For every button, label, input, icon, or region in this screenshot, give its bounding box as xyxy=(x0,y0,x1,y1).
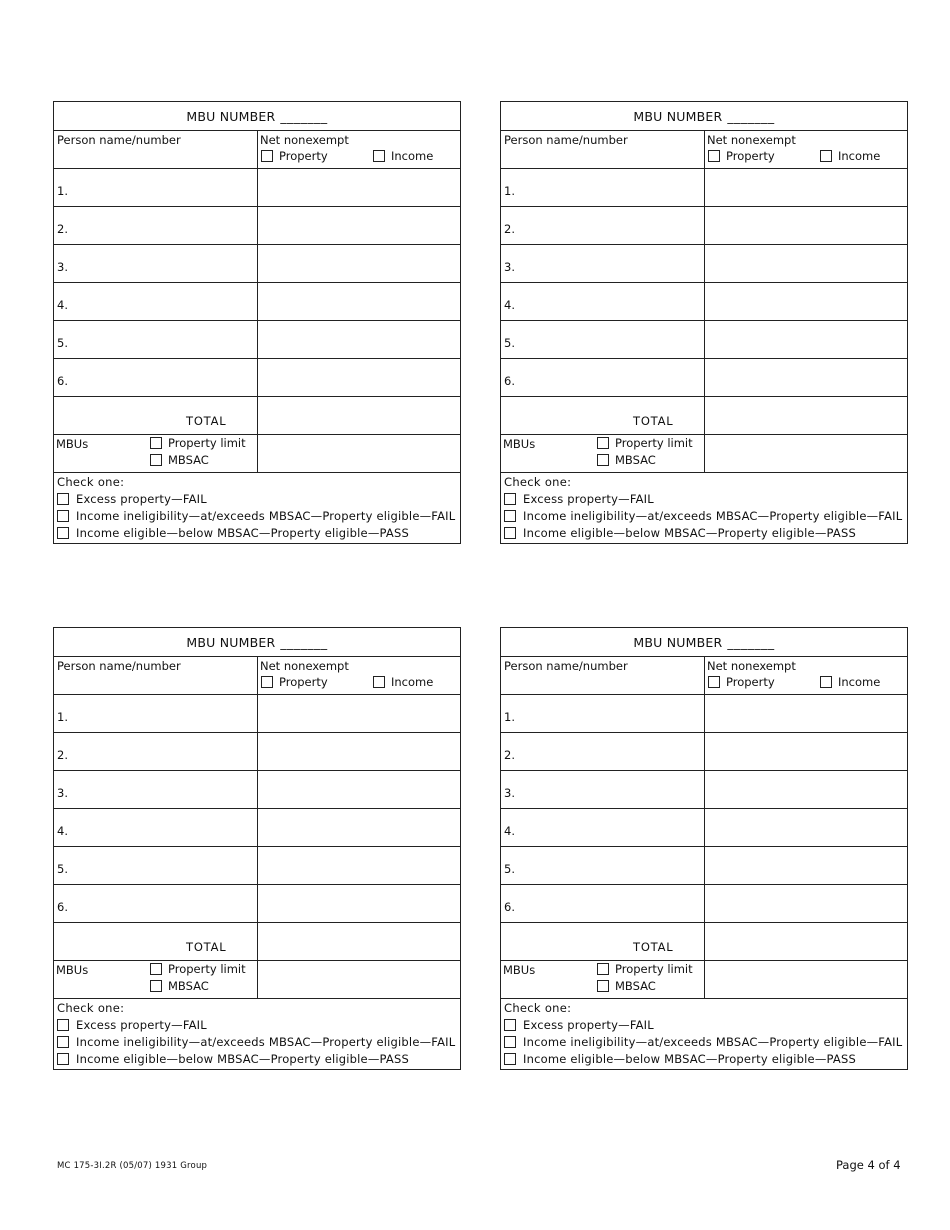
mbus-amount-cell[interactable] xyxy=(258,961,460,998)
excess-property-checkbox[interactable] xyxy=(504,1019,516,1031)
income-ineligibility-label: Income ineligibility—at/exceeds MBSAC—Property eligible—FAIL xyxy=(523,508,903,523)
mbus-amount-cell[interactable] xyxy=(258,435,460,472)
income-checkbox[interactable] xyxy=(373,150,385,162)
net-nonexempt-header: Net nonexempt xyxy=(260,659,349,673)
income-eligible-label: Income eligible—below MBSAC—Property eligible—PASS xyxy=(76,525,409,540)
person-name-cell[interactable] xyxy=(501,169,705,206)
row-number: 5. xyxy=(57,862,68,876)
net-amount-cell[interactable] xyxy=(258,885,460,922)
net-amount-cell[interactable] xyxy=(705,847,907,884)
mbsac-label: MBSAC xyxy=(168,453,209,467)
row-number: 1. xyxy=(504,184,515,198)
income-option[interactable] xyxy=(820,675,880,689)
person-row xyxy=(501,733,907,771)
check-one-section xyxy=(54,999,460,1069)
net-amount-cell[interactable] xyxy=(705,359,907,396)
property-option-label: Property xyxy=(726,675,775,689)
person-name-header: Person name/number xyxy=(57,133,181,147)
person-row xyxy=(54,359,460,397)
check-one-section xyxy=(54,473,460,543)
person-row xyxy=(54,283,460,321)
total-label: TOTAL xyxy=(633,940,674,954)
person-row xyxy=(54,885,460,923)
mbu-number-heading xyxy=(54,628,460,657)
income-eligible-checkbox[interactable] xyxy=(57,527,69,539)
property-limit-label: Property limit xyxy=(168,962,246,976)
person-name-cell[interactable] xyxy=(501,809,705,846)
income-ineligibility-label: Income ineligibility—at/exceeds MBSAC—Property eligible—FAIL xyxy=(523,1034,903,1049)
check-one-label: Check one: xyxy=(57,475,125,489)
mbus-row xyxy=(501,961,907,999)
property-checkbox[interactable] xyxy=(708,676,720,688)
property-limit-label: Property limit xyxy=(615,436,693,450)
row-number: 2. xyxy=(504,222,515,236)
property-checkbox[interactable] xyxy=(261,676,273,688)
total-row xyxy=(54,923,460,961)
income-ineligibility-checkbox[interactable] xyxy=(57,1036,69,1048)
mbsac-checkbox[interactable] xyxy=(597,980,609,992)
mbsac-label: MBSAC xyxy=(615,453,656,467)
excess-property-checkbox[interactable] xyxy=(57,493,69,505)
net-amount-cell[interactable] xyxy=(258,847,460,884)
row-number: 2. xyxy=(57,748,68,762)
excess-property-option[interactable] xyxy=(57,490,457,507)
person-name-cell[interactable] xyxy=(54,169,258,206)
income-ineligibility-option[interactable] xyxy=(504,1033,904,1050)
column-header-row xyxy=(54,131,460,169)
column-header-row xyxy=(54,657,460,695)
total-label: TOTAL xyxy=(186,940,227,954)
person-name-cell[interactable] xyxy=(501,733,705,770)
person-row xyxy=(501,359,907,397)
mbus-row xyxy=(501,435,907,473)
person-row xyxy=(501,283,907,321)
income-eligible-option[interactable] xyxy=(57,1050,457,1067)
mbus-label: MBUs xyxy=(503,437,536,451)
mbsac-option[interactable] xyxy=(150,453,209,467)
net-amount-cell[interactable] xyxy=(258,169,460,206)
income-ineligibility-option[interactable] xyxy=(504,507,904,524)
net-amount-cell[interactable] xyxy=(705,245,907,282)
income-checkbox[interactable] xyxy=(820,150,832,162)
net-amount-cell[interactable] xyxy=(705,321,907,358)
excess-property-option[interactable] xyxy=(504,1016,904,1033)
check-one-label: Check one: xyxy=(57,1001,125,1015)
row-number: 6. xyxy=(504,374,515,388)
property-limit-checkbox[interactable] xyxy=(150,963,162,975)
net-amount-cell[interactable] xyxy=(705,169,907,206)
net-amount-cell[interactable] xyxy=(258,283,460,320)
property-option[interactable] xyxy=(708,149,775,163)
mbu-block-1 xyxy=(53,101,461,544)
net-nonexempt-header: Net nonexempt xyxy=(707,659,796,673)
person-name-cell[interactable] xyxy=(54,359,258,396)
row-number: 6. xyxy=(504,900,515,914)
excess-property-label: Excess property—FAIL xyxy=(76,491,207,506)
net-amount-cell[interactable] xyxy=(705,809,907,846)
row-number: 4. xyxy=(504,824,515,838)
income-option-label: Income xyxy=(391,675,434,689)
row-number: 3. xyxy=(504,260,515,274)
property-limit-label: Property limit xyxy=(615,962,693,976)
property-checkbox[interactable] xyxy=(708,150,720,162)
net-amount-cell[interactable] xyxy=(258,245,460,282)
mbsac-label: MBSAC xyxy=(615,979,656,993)
income-option-label: Income xyxy=(838,675,881,689)
mbu-block-2 xyxy=(500,101,908,544)
income-eligible-checkbox[interactable] xyxy=(504,527,516,539)
page-number: Page 4 of 4 xyxy=(836,1158,901,1172)
mbsac-option[interactable] xyxy=(597,979,656,993)
person-row xyxy=(501,809,907,847)
net-nonexempt-header: Net nonexempt xyxy=(707,133,796,147)
mbus-label: MBUs xyxy=(56,437,89,451)
property-option[interactable] xyxy=(261,149,328,163)
person-row xyxy=(501,847,907,885)
person-row xyxy=(501,695,907,733)
income-eligible-option[interactable] xyxy=(504,1050,904,1067)
mbsac-option[interactable] xyxy=(597,453,656,467)
person-row xyxy=(501,885,907,923)
property-limit-option[interactable] xyxy=(150,962,246,976)
total-amount-cell[interactable] xyxy=(705,923,907,960)
person-row xyxy=(54,695,460,733)
income-ineligibility-option[interactable] xyxy=(57,1033,457,1050)
mbu-block-3 xyxy=(53,627,461,1070)
income-eligible-option[interactable] xyxy=(504,524,904,541)
mbsac-label: MBSAC xyxy=(168,979,209,993)
total-amount-cell[interactable] xyxy=(258,923,460,960)
row-number: 1. xyxy=(57,184,68,198)
excess-property-label: Excess property—FAIL xyxy=(76,1017,207,1032)
mbus-row xyxy=(54,435,460,473)
mbsac-checkbox[interactable] xyxy=(150,980,162,992)
net-amount-cell[interactable] xyxy=(258,695,460,732)
income-eligible-label: Income eligible—below MBSAC—Property eligible—PASS xyxy=(523,525,856,540)
property-option-label: Property xyxy=(279,675,328,689)
net-amount-cell[interactable] xyxy=(705,733,907,770)
mbu-number-blank[interactable]: _______ xyxy=(280,108,328,124)
person-name-cell[interactable] xyxy=(54,885,258,922)
income-option-label: Income xyxy=(391,149,434,163)
excess-property-checkbox[interactable] xyxy=(57,1019,69,1031)
total-amount-cell[interactable] xyxy=(705,397,907,434)
row-number: 3. xyxy=(57,786,68,800)
income-ineligibility-checkbox[interactable] xyxy=(57,510,69,522)
person-name-cell[interactable] xyxy=(501,245,705,282)
row-number: 1. xyxy=(504,710,515,724)
check-one-section xyxy=(501,999,907,1069)
person-row xyxy=(54,169,460,207)
form-id: MC 175-3I.2R (05/07) 1931 Group xyxy=(57,1161,208,1171)
person-row xyxy=(54,771,460,809)
property-option[interactable] xyxy=(261,675,328,689)
row-number: 3. xyxy=(504,786,515,800)
total-row xyxy=(501,397,907,435)
person-name-cell[interactable] xyxy=(54,847,258,884)
excess-property-checkbox[interactable] xyxy=(504,493,516,505)
property-option-label: Property xyxy=(726,149,775,163)
income-checkbox[interactable] xyxy=(820,676,832,688)
person-name-cell[interactable] xyxy=(501,771,705,808)
mbu-number-label: MBU NUMBER xyxy=(633,634,723,650)
net-amount-cell[interactable] xyxy=(705,695,907,732)
net-amount-cell[interactable] xyxy=(258,359,460,396)
income-eligible-checkbox[interactable] xyxy=(57,1053,69,1065)
income-ineligibility-checkbox[interactable] xyxy=(504,510,516,522)
row-number: 5. xyxy=(504,862,515,876)
total-label: TOTAL xyxy=(633,414,674,428)
column-header-row xyxy=(501,657,907,695)
mbu-number-blank[interactable]: _______ xyxy=(727,108,775,124)
person-name-cell[interactable] xyxy=(54,321,258,358)
property-limit-checkbox[interactable] xyxy=(597,437,609,449)
net-amount-cell[interactable] xyxy=(258,733,460,770)
total-label: TOTAL xyxy=(186,414,227,428)
mbsac-checkbox[interactable] xyxy=(597,454,609,466)
property-limit-label: Property limit xyxy=(168,436,246,450)
person-name-cell[interactable] xyxy=(54,695,258,732)
mbu-number-heading xyxy=(501,102,907,131)
mbu-number-blank[interactable]: _______ xyxy=(280,634,328,650)
row-number: 6. xyxy=(57,374,68,388)
income-checkbox[interactable] xyxy=(373,676,385,688)
person-name-cell[interactable] xyxy=(501,207,705,244)
income-option[interactable] xyxy=(373,149,433,163)
excess-property-label: Excess property—FAIL xyxy=(523,1017,654,1032)
row-number: 1. xyxy=(57,710,68,724)
excess-property-option[interactable] xyxy=(57,1016,457,1033)
row-number: 4. xyxy=(504,298,515,312)
person-row xyxy=(501,245,907,283)
person-name-cell[interactable] xyxy=(54,733,258,770)
mbu-number-heading xyxy=(54,102,460,131)
income-option-label: Income xyxy=(838,149,881,163)
property-limit-checkbox[interactable] xyxy=(597,963,609,975)
excess-property-label: Excess property—FAIL xyxy=(523,491,654,506)
mbus-amount-cell[interactable] xyxy=(705,435,907,472)
income-eligible-option[interactable] xyxy=(57,524,457,541)
person-row xyxy=(54,847,460,885)
income-eligible-label: Income eligible—below MBSAC—Property eligible—PASS xyxy=(523,1051,856,1066)
mbu-number-label: MBU NUMBER xyxy=(633,108,723,124)
income-option[interactable] xyxy=(373,675,433,689)
person-row xyxy=(54,809,460,847)
property-limit-option[interactable] xyxy=(150,436,246,450)
check-one-label: Check one: xyxy=(504,1001,572,1015)
property-option-label: Property xyxy=(279,149,328,163)
person-row xyxy=(54,245,460,283)
row-number: 6. xyxy=(57,900,68,914)
person-name-header: Person name/number xyxy=(504,659,628,673)
total-amount-cell[interactable] xyxy=(258,397,460,434)
income-eligible-checkbox[interactable] xyxy=(504,1053,516,1065)
person-name-cell[interactable] xyxy=(501,283,705,320)
income-option[interactable] xyxy=(820,149,880,163)
income-eligible-label: Income eligible—below MBSAC—Property eligible—PASS xyxy=(76,1051,409,1066)
property-option[interactable] xyxy=(708,675,775,689)
person-name-cell[interactable] xyxy=(54,809,258,846)
net-amount-cell[interactable] xyxy=(705,771,907,808)
property-limit-option[interactable] xyxy=(597,436,693,450)
person-name-cell[interactable] xyxy=(501,321,705,358)
row-number: 2. xyxy=(504,748,515,762)
net-amount-cell[interactable] xyxy=(258,207,460,244)
row-number: 2. xyxy=(57,222,68,236)
mbsac-option[interactable] xyxy=(150,979,209,993)
income-ineligibility-label: Income ineligibility—at/exceeds MBSAC—Property eligible—FAIL xyxy=(76,508,456,523)
mbu-number-label: MBU NUMBER xyxy=(186,108,276,124)
person-row xyxy=(54,321,460,359)
row-number: 5. xyxy=(57,336,68,350)
person-row xyxy=(501,771,907,809)
mbsac-checkbox[interactable] xyxy=(150,454,162,466)
property-checkbox[interactable] xyxy=(261,150,273,162)
property-limit-option[interactable] xyxy=(597,962,693,976)
check-one-label: Check one: xyxy=(504,475,572,489)
person-row xyxy=(54,207,460,245)
row-number: 4. xyxy=(57,298,68,312)
net-amount-cell[interactable] xyxy=(258,771,460,808)
net-amount-cell[interactable] xyxy=(258,321,460,358)
row-number: 3. xyxy=(57,260,68,274)
person-name-header: Person name/number xyxy=(504,133,628,147)
person-row xyxy=(501,321,907,359)
excess-property-option[interactable] xyxy=(504,490,904,507)
mbu-block-4 xyxy=(500,627,908,1070)
person-row xyxy=(501,207,907,245)
net-amount-cell[interactable] xyxy=(705,885,907,922)
income-ineligibility-option[interactable] xyxy=(57,507,457,524)
income-ineligibility-checkbox[interactable] xyxy=(504,1036,516,1048)
person-name-cell[interactable] xyxy=(54,771,258,808)
person-name-cell[interactable] xyxy=(54,207,258,244)
mbus-amount-cell[interactable] xyxy=(705,961,907,998)
person-name-cell[interactable] xyxy=(54,283,258,320)
mbu-number-blank[interactable]: _______ xyxy=(727,634,775,650)
check-one-section xyxy=(501,473,907,543)
net-amount-cell[interactable] xyxy=(258,809,460,846)
mbus-label: MBUs xyxy=(56,963,89,977)
income-ineligibility-label: Income ineligibility—at/exceeds MBSAC—Property eligible—FAIL xyxy=(76,1034,456,1049)
net-amount-cell[interactable] xyxy=(705,283,907,320)
row-number: 4. xyxy=(57,824,68,838)
person-name-cell[interactable] xyxy=(54,245,258,282)
person-row xyxy=(54,733,460,771)
person-name-header: Person name/number xyxy=(57,659,181,673)
mbus-label: MBUs xyxy=(503,963,536,977)
row-number: 5. xyxy=(504,336,515,350)
property-limit-checkbox[interactable] xyxy=(150,437,162,449)
total-row xyxy=(54,397,460,435)
mbus-row xyxy=(54,961,460,999)
person-name-cell[interactable] xyxy=(501,359,705,396)
person-name-cell[interactable] xyxy=(501,695,705,732)
mbu-number-heading xyxy=(501,628,907,657)
person-name-cell[interactable] xyxy=(501,847,705,884)
mbu-number-label: MBU NUMBER xyxy=(186,634,276,650)
column-header-row xyxy=(501,131,907,169)
person-name-cell[interactable] xyxy=(501,885,705,922)
net-nonexempt-header: Net nonexempt xyxy=(260,133,349,147)
person-row xyxy=(501,169,907,207)
net-amount-cell[interactable] xyxy=(705,207,907,244)
total-row xyxy=(501,923,907,961)
